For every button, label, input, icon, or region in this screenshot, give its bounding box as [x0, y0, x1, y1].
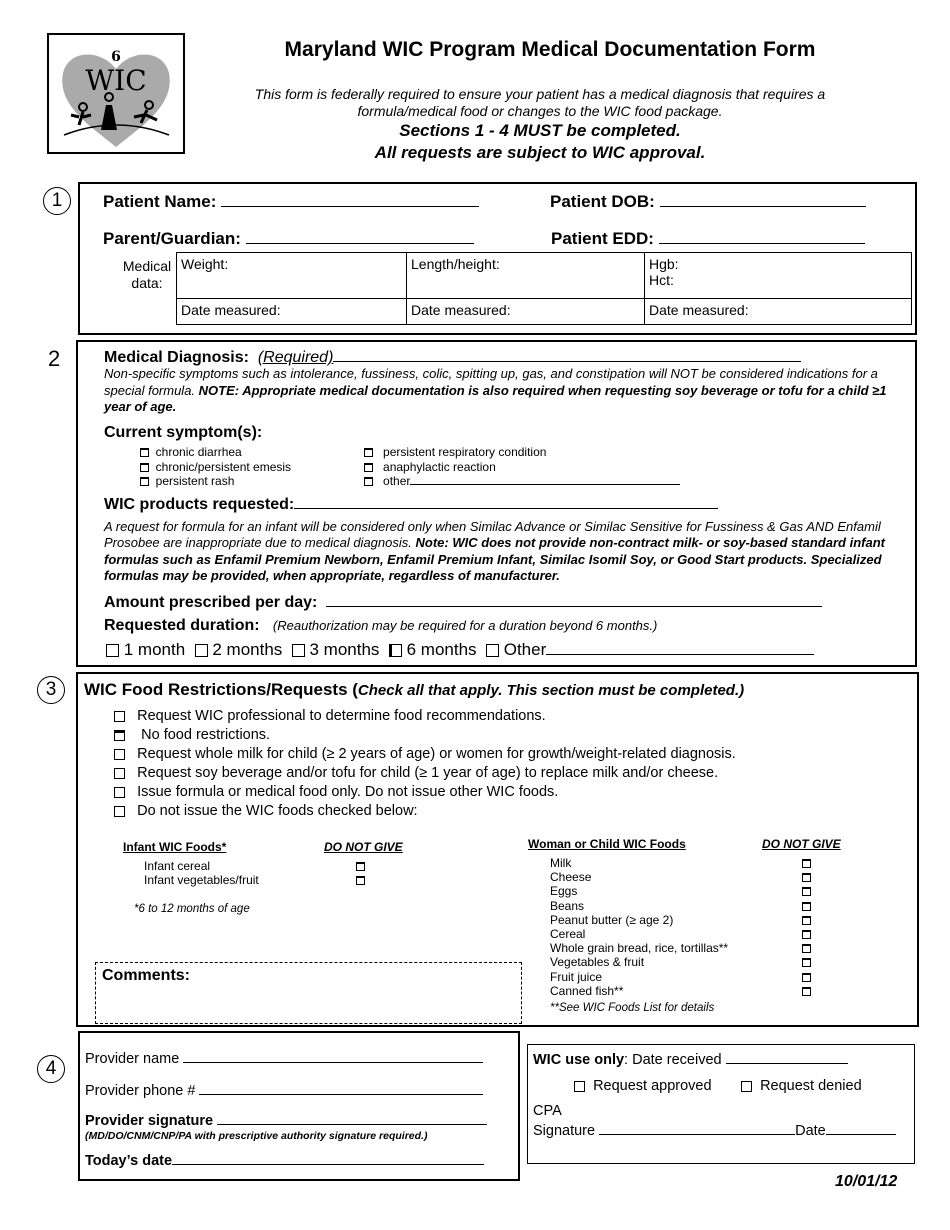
symptom-label: persistent respiratory condition — [383, 445, 547, 459]
checkbox-woman-food[interactable] — [802, 887, 811, 896]
option-label: Request WIC professional to determine food recommendations. — [137, 708, 546, 724]
guardian-field[interactable] — [246, 230, 474, 244]
checkbox-1-month[interactable] — [106, 644, 119, 657]
infant-note: *6 to 12 months of age — [134, 903, 250, 915]
woman-food-label: Eggs — [550, 884, 578, 899]
woman-food-label: Cereal — [550, 927, 586, 941]
medical-data-label: Medical data: — [122, 258, 172, 291]
woman-food-label: Peanut butter (≥ age 2) — [550, 912, 674, 927]
checkbox-woman-food[interactable] — [802, 987, 811, 996]
other-duration-field[interactable] — [546, 641, 814, 655]
required-note: (Required) — [257, 349, 334, 366]
option-label: Issue formula or medical food only. Do not issue other WIC foods. — [137, 784, 559, 800]
checkbox-woman-food[interactable] — [802, 958, 811, 967]
infant-food-label: Infant cereal — [144, 859, 211, 873]
section-1-patient-info — [78, 182, 917, 335]
products-note: A request for formula for an infant will be considered only when Similac Advance or Similac Sensitive for Fussiness & Gas AND Enfamil Prosobee are inappropriate due to medical diagnosis. — [104, 519, 881, 551]
checkbox-woman-food[interactable] — [802, 916, 811, 925]
checkbox-woman-food[interactable] — [802, 930, 811, 939]
duration-option: 3 months — [309, 640, 380, 659]
svg-text:6: 6 — [111, 49, 121, 65]
guardian-label: Parent/Guardian: — [103, 229, 241, 248]
checkbox-do-not-issue[interactable] — [114, 806, 125, 817]
woman-food-label: Cheese — [550, 870, 592, 885]
wic-use-only-label: WIC use only — [533, 1052, 625, 1068]
logo-text: WIC — [85, 64, 147, 97]
weight-cell[interactable]: Weight: — [177, 253, 407, 299]
date-received-label: : Date received — [624, 1052, 722, 1068]
option-label: Do not issue the WIC foods checked below: — [137, 803, 418, 819]
infant-do-not-give-header: DO NOT GIVE — [324, 840, 403, 854]
patient-name-label: Patient Name: — [103, 192, 217, 211]
length-cell[interactable]: Length/height: — [407, 253, 645, 299]
checkbox-woman-food[interactable] — [802, 944, 811, 953]
signature-note: (MD/DO/CNM/CNP/PA with prescriptive authority signature required.) — [85, 1130, 428, 1142]
section-number-2: 2 — [48, 346, 61, 371]
checkbox-soy[interactable] — [114, 768, 125, 779]
duration-option: 1 month — [123, 640, 186, 659]
checkbox-woman-food[interactable] — [802, 973, 811, 982]
patient-name-field[interactable] — [221, 193, 479, 207]
checkbox-rash[interactable] — [140, 477, 149, 486]
section-number-4: 4 — [37, 1055, 65, 1083]
checkbox-anaphylactic[interactable] — [364, 463, 373, 472]
duration-label: Requested duration: — [104, 617, 260, 634]
woman-food-label: Whole grain bread, rice, tortillas** — [550, 941, 729, 956]
patient-dob-field[interactable] — [660, 193, 866, 207]
checkbox-formula-only[interactable] — [114, 787, 125, 798]
form-version-date: 10/01/12 — [835, 1173, 898, 1190]
provider-name-label: Provider name — [85, 1051, 180, 1067]
provider-name-field[interactable] — [183, 1049, 483, 1063]
option-label: Request whole milk for child (≥ 2 years of age) or women for growth/weight-related diagnosis. — [137, 746, 736, 762]
checkbox-infant-cereal[interactable] — [356, 862, 365, 871]
symptom-label: other — [383, 474, 411, 488]
weight-date-cell[interactable]: Date measured: — [177, 299, 407, 325]
woman-note: **See WIC Foods List for details — [550, 1002, 715, 1014]
checkbox-woman-food[interactable] — [802, 859, 811, 868]
duration-option: 2 months — [212, 640, 283, 659]
duration-note: (Reauthorization may be required for a duration beyond 6 months.) — [272, 618, 658, 633]
checkbox-infant-vegetables[interactable] — [356, 876, 365, 885]
checkbox-chronic-diarrhea[interactable] — [140, 448, 149, 457]
section-number-3: 3 — [37, 676, 65, 704]
diagnosis-note: Non-specific symptoms such as intolerance, fussiness, colic, spitting up, gas, and constipation will NOT be considered indications for a special formula. — [104, 366, 878, 398]
products-label: WIC products requested: — [104, 496, 295, 513]
date-received-field[interactable] — [726, 1050, 848, 1064]
intro-text: This form is federally required to ensure your patient has a medical diagnosis that requires a formula/medical food or changes to the WIC food package. — [254, 86, 826, 119]
symptom-label: chronic diarrhea — [155, 445, 242, 459]
diagnosis-label: Medical Diagnosis: — [104, 349, 249, 366]
medical-data-table — [176, 252, 912, 325]
checkbox-respiratory[interactable] — [364, 448, 373, 457]
symptom-label: persistent rash — [155, 474, 235, 488]
diagnosis-field[interactable] — [333, 348, 801, 362]
cpa-signature-label: Signature — [533, 1123, 596, 1139]
patient-edd-field[interactable] — [659, 230, 865, 244]
duration-option: 6 months — [406, 640, 477, 659]
comments-label: Comments: — [102, 967, 191, 984]
option-label: Request soy beverage and/or tofu for child (≥ 1 year of age) to replace milk and/or cheese. — [137, 765, 719, 781]
provider-phone-field[interactable] — [199, 1081, 483, 1095]
checkbox-request-denied[interactable] — [741, 1081, 752, 1092]
duration-option: Other — [503, 640, 547, 659]
checkbox-woman-food[interactable] — [802, 873, 811, 882]
checkbox-woman-food[interactable] — [802, 902, 811, 911]
cpa-label: CPA — [533, 1103, 562, 1119]
checkbox-no-restrictions[interactable] — [114, 730, 125, 741]
wic-use-only-box — [527, 1044, 915, 1164]
denied-label: Request denied — [760, 1078, 862, 1094]
soy-note: NOTE: Appropriate medical documentation is also required when requesting soy beverage or tofu for a child ≥1 year of age. — [104, 382, 887, 414]
other-symptom-field[interactable] — [410, 475, 680, 485]
checkbox-other-symptom[interactable] — [364, 477, 373, 486]
option-label: No food restrictions. — [141, 727, 271, 743]
woman-food-label: Fruit juice — [550, 969, 603, 984]
woman-foods-header: Woman or Child WIC Foods — [528, 837, 686, 851]
woman-food-label: Milk — [550, 856, 572, 870]
symptom-label: chronic/persistent emesis — [155, 460, 292, 474]
patient-edd-label: Patient EDD: — [551, 229, 654, 248]
hgb-date-cell[interactable]: Date measured: — [645, 299, 912, 325]
cpa-date-field[interactable] — [826, 1121, 896, 1135]
infant-foods-header: Infant WIC Foods* — [123, 840, 227, 854]
provider-signature-label: Provider signature — [85, 1113, 214, 1129]
today-date-field[interactable] — [172, 1151, 484, 1165]
section-4-provider — [78, 1031, 520, 1181]
amount-label: Amount prescribed per day: — [104, 594, 318, 611]
checkbox-other-duration[interactable] — [486, 644, 499, 657]
section-3-food-restrictions — [76, 672, 919, 1027]
approved-label: Request approved — [593, 1078, 712, 1094]
checkbox-professional[interactable] — [114, 711, 125, 722]
checkbox-3-months[interactable] — [292, 644, 305, 657]
wic-logo — [47, 33, 185, 154]
checkbox-6-months[interactable] — [389, 644, 402, 657]
infant-food-label: Infant vegetables/fruit — [144, 873, 259, 887]
checkbox-emesis[interactable] — [140, 463, 149, 472]
woman-food-label: Beans — [550, 898, 585, 913]
checkbox-whole-milk[interactable] — [114, 749, 125, 760]
hgb-hct-cell[interactable]: Hgb: Hct: — [645, 253, 912, 299]
patient-dob-label: Patient DOB: — [550, 192, 655, 211]
woman-food-label: Canned fish** — [550, 983, 624, 998]
provider-signature-field[interactable] — [217, 1111, 487, 1125]
section-number-1: 1 — [43, 187, 71, 215]
length-date-cell[interactable]: Date measured: — [407, 299, 645, 325]
section-3-note: Check all that apply. This section must be completed.) — [357, 682, 745, 699]
checkbox-request-approved[interactable] — [574, 1081, 585, 1092]
symptoms-label: Current symptom(s): — [104, 424, 263, 441]
approval-note: All requests are subject to WIC approval. — [374, 143, 706, 162]
woman-food-label: Vegetables & fruit — [550, 955, 645, 970]
amount-field[interactable] — [326, 593, 822, 607]
section-3-title: WIC Food Restrictions/Requests ( — [84, 680, 358, 699]
comments-box[interactable] — [95, 962, 522, 1024]
woman-do-not-give-header: DO NOT GIVE — [762, 837, 841, 851]
symptom-label: anaphylactic reaction — [383, 460, 496, 474]
today-date-label: Today’s date — [85, 1153, 173, 1169]
checkbox-2-months[interactable] — [195, 644, 208, 657]
provider-phone-label: Provider phone # — [85, 1083, 196, 1099]
section-2-diagnosis — [76, 340, 917, 667]
wic-logo-icon — [49, 35, 183, 152]
cpa-signature-field[interactable] — [599, 1121, 795, 1135]
sections-required: Sections 1 - 4 MUST be completed. — [399, 121, 681, 140]
cpa-date-label: Date — [795, 1123, 826, 1139]
page-title: Maryland WIC Program Medical Documentation Form — [284, 38, 816, 61]
products-field[interactable] — [294, 495, 718, 509]
non-contract-note: Note: WIC does not provide non-contract milk- or soy-based standard infant formulas such as Enfamil Premium Newborn, Enfamil Premium Infant, Similac Isomil Soy, or Good Start products. Specialized formulas may be provided, when appropriate, regardless of manufacturer. — [104, 535, 885, 583]
